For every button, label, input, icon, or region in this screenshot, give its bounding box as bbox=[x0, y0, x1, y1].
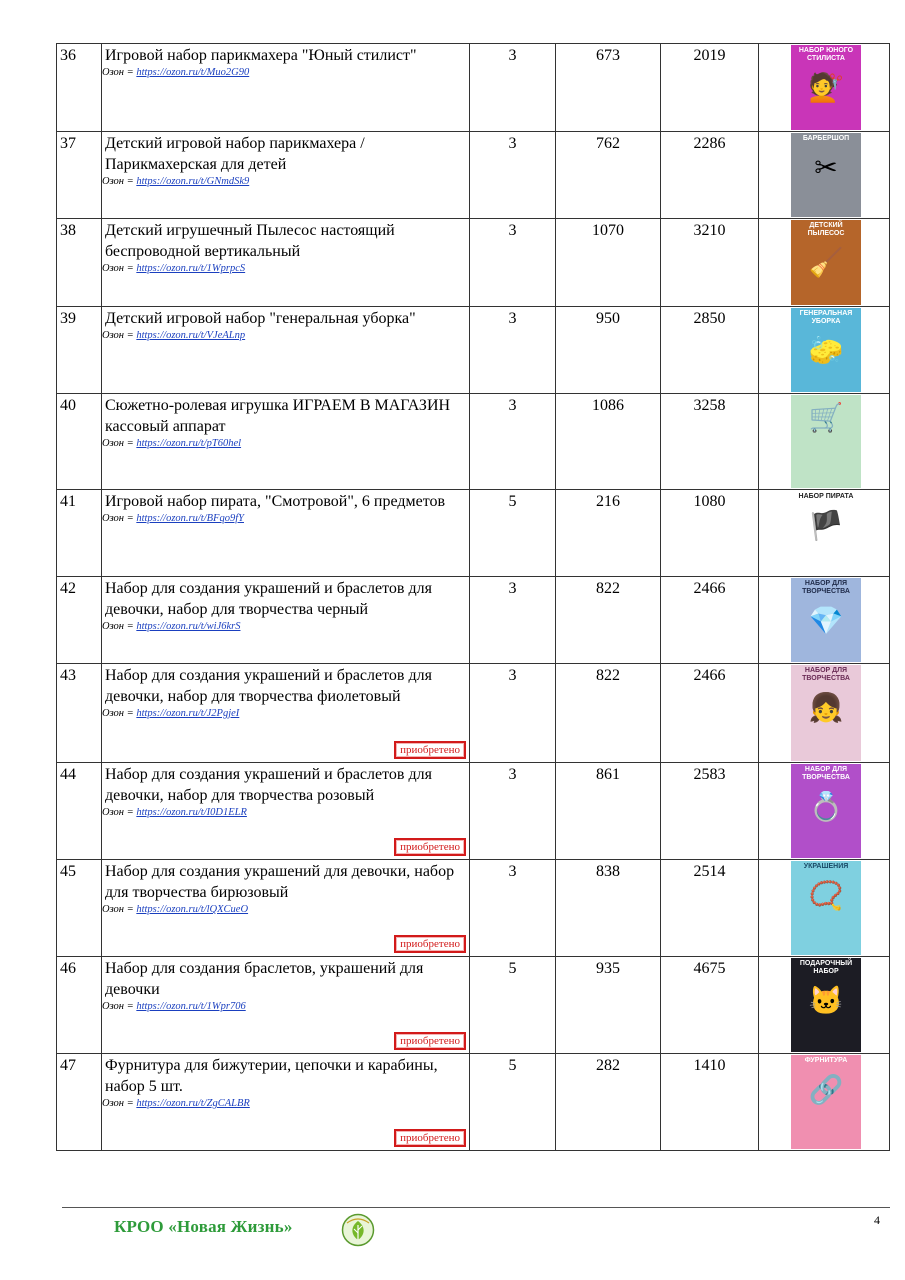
total-cell bbox=[661, 1054, 759, 1151]
product-icon: 🔗 bbox=[808, 1075, 844, 1106]
product-icon: 💇 bbox=[808, 73, 844, 104]
row-number: 40 bbox=[60, 397, 76, 414]
quantity: 3 bbox=[508, 863, 517, 880]
quantity: 3 bbox=[508, 47, 517, 64]
image-cell bbox=[759, 860, 890, 957]
row-number: 44 bbox=[60, 766, 76, 783]
item-cell bbox=[102, 1054, 470, 1151]
table-row bbox=[57, 307, 890, 394]
total-cell bbox=[661, 219, 759, 307]
product-image-caption: ФУРНИТУРА bbox=[804, 1057, 848, 1064]
row-number-cell bbox=[57, 44, 102, 132]
unit-price: 762 bbox=[596, 135, 620, 152]
quantity: 5 bbox=[508, 1057, 517, 1074]
ozon-prefix: Озон = bbox=[102, 330, 137, 341]
quantity-cell bbox=[470, 957, 556, 1054]
ozon-link-line bbox=[102, 1098, 469, 1110]
total-price: 2466 bbox=[693, 667, 726, 684]
row-number-cell bbox=[57, 490, 102, 577]
items-table bbox=[56, 43, 890, 1151]
product-icon: 💍 bbox=[808, 792, 844, 823]
ozon-link-line bbox=[102, 621, 469, 633]
product-image bbox=[791, 958, 861, 1052]
unit-price: 1070 bbox=[592, 222, 624, 239]
quantity-cell bbox=[470, 307, 556, 394]
price-cell bbox=[556, 1054, 661, 1151]
item-name: Набор для создания украшений и браслетов для девочки, набор для творчества розовый bbox=[105, 766, 432, 804]
price-cell bbox=[556, 219, 661, 307]
row-number-cell bbox=[57, 763, 102, 860]
price-cell bbox=[556, 307, 661, 394]
item-name: Сюжетно-ролевая игрушка ИГРАЕМ В МАГАЗИН кассовый аппарат bbox=[105, 397, 451, 435]
product-image bbox=[791, 491, 861, 575]
quantity-cell bbox=[470, 664, 556, 763]
ozon-prefix: Озон = bbox=[102, 176, 137, 187]
quantity: 3 bbox=[508, 222, 517, 239]
unit-price: 282 bbox=[596, 1057, 620, 1074]
ozon-prefix: Озон = bbox=[102, 1098, 137, 1109]
item-name: Детский игровой набор "генеральная уборка" bbox=[105, 310, 416, 327]
unit-price: 216 bbox=[596, 493, 620, 510]
quantity: 3 bbox=[508, 135, 517, 152]
total-cell bbox=[661, 394, 759, 490]
product-icon: 🛒 bbox=[808, 403, 844, 434]
table-row bbox=[57, 44, 890, 132]
ozon-link-line bbox=[102, 176, 469, 188]
price-cell bbox=[556, 763, 661, 860]
item-name: Игровой набор пирата, "Смотровой", 6 предметов bbox=[105, 493, 446, 510]
item-name: Набор для создания украшений для девочки, набор для творчества бирюзовый bbox=[105, 863, 455, 901]
ozon-prefix: Озон = bbox=[102, 67, 137, 78]
item-cell bbox=[102, 44, 470, 132]
row-number: 46 bbox=[60, 960, 76, 977]
ozon-prefix: Озон = bbox=[102, 807, 137, 818]
quantity-cell bbox=[470, 763, 556, 860]
price-cell bbox=[556, 132, 661, 219]
image-cell bbox=[759, 132, 890, 219]
image-cell bbox=[759, 394, 890, 490]
table-row bbox=[57, 219, 890, 307]
table-row bbox=[57, 664, 890, 763]
unit-price: 1086 bbox=[592, 397, 624, 414]
table-row bbox=[57, 957, 890, 1054]
row-number: 42 bbox=[60, 580, 76, 597]
ozon-link[interactable]: https://ozon.ru/t/I0D1ELR bbox=[136, 807, 247, 818]
total-price: 1410 bbox=[693, 1057, 726, 1074]
ozon-link[interactable]: https://ozon.ru/t/BFqo9fY bbox=[136, 513, 244, 524]
product-image-caption: ДЕТСКИЙ ПЫЛЕСОС bbox=[807, 222, 845, 237]
total-price: 2019 bbox=[693, 47, 726, 64]
table-row bbox=[57, 1054, 890, 1151]
item-cell bbox=[102, 490, 470, 577]
price-cell bbox=[556, 44, 661, 132]
total-cell bbox=[661, 860, 759, 957]
product-image-caption: НАБОР ЮНОГО СТИЛИСТА bbox=[798, 47, 854, 62]
product-image-caption: ПОДАРОЧНЫЙ НАБОР bbox=[799, 960, 853, 975]
total-cell bbox=[661, 664, 759, 763]
ozon-prefix: Озон = bbox=[102, 513, 137, 524]
item-cell bbox=[102, 219, 470, 307]
ozon-prefix: Озон = bbox=[102, 438, 137, 449]
total-price: 2466 bbox=[693, 580, 726, 597]
quantity: 3 bbox=[508, 580, 517, 597]
unit-price: 822 bbox=[596, 580, 620, 597]
ozon-link[interactable]: https://ozon.ru/t/1WprpcS bbox=[136, 263, 246, 274]
product-image-caption: НАБОР ПИРАТА bbox=[798, 493, 854, 500]
unit-price: 822 bbox=[596, 667, 620, 684]
product-image bbox=[791, 220, 861, 305]
ozon-prefix: Озон = bbox=[102, 621, 137, 632]
table-row bbox=[57, 860, 890, 957]
ozon-link[interactable]: https://ozon.ru/t/pT60hel bbox=[136, 438, 242, 449]
purchased-stamp: приобретено bbox=[394, 838, 466, 856]
row-number-cell bbox=[57, 577, 102, 664]
item-cell bbox=[102, 664, 470, 763]
table-row bbox=[57, 763, 890, 860]
ozon-link[interactable]: https://ozon.ru/t/J2PgjeI bbox=[136, 708, 240, 719]
row-number: 36 bbox=[60, 47, 76, 64]
product-image bbox=[791, 133, 861, 217]
total-cell bbox=[661, 132, 759, 219]
item-cell bbox=[102, 577, 470, 664]
table-row bbox=[57, 577, 890, 664]
product-image bbox=[791, 665, 861, 761]
row-number: 47 bbox=[60, 1057, 76, 1074]
quantity-cell bbox=[470, 577, 556, 664]
ozon-prefix: Озон = bbox=[102, 708, 137, 719]
product-icon: 🐱 bbox=[808, 986, 844, 1017]
quantity-cell bbox=[470, 132, 556, 219]
quantity-cell bbox=[470, 394, 556, 490]
ozon-link-line bbox=[102, 263, 469, 275]
item-cell bbox=[102, 860, 470, 957]
ozon-link[interactable]: https://ozon.ru/t/Muo2G90 bbox=[136, 67, 250, 78]
price-cell bbox=[556, 860, 661, 957]
unit-price: 838 bbox=[596, 863, 620, 880]
ozon-prefix: Озон = bbox=[102, 904, 137, 915]
item-name: Фурнитура для бижутерии, цепочки и карабины, набор 5 шт. bbox=[105, 1057, 438, 1095]
image-cell bbox=[759, 1054, 890, 1151]
row-number-cell bbox=[57, 219, 102, 307]
quantity-cell bbox=[470, 44, 556, 132]
item-cell bbox=[102, 307, 470, 394]
ozon-link-line bbox=[102, 438, 469, 450]
product-image bbox=[791, 764, 861, 858]
image-cell bbox=[759, 577, 890, 664]
purchased-stamp: приобретено bbox=[394, 1032, 466, 1050]
product-image bbox=[791, 45, 861, 130]
price-cell bbox=[556, 664, 661, 763]
row-number-cell bbox=[57, 394, 102, 490]
purchased-stamp: приобретено bbox=[394, 935, 466, 953]
item-cell bbox=[102, 957, 470, 1054]
product-image-caption: УКРАШЕНИЯ bbox=[803, 863, 849, 870]
total-cell bbox=[661, 577, 759, 664]
total-cell bbox=[661, 490, 759, 577]
item-name: Детский игровой набор парикмахера / Парикмахерская для детей bbox=[105, 135, 365, 173]
product-icon: 📿 bbox=[808, 881, 844, 912]
unit-price: 935 bbox=[596, 960, 620, 977]
quantity-cell bbox=[470, 860, 556, 957]
organization-name: КРОО «Новая Жизнь» bbox=[114, 1217, 293, 1236]
ozon-link-line bbox=[102, 330, 469, 342]
table-row bbox=[57, 394, 890, 490]
footer-divider bbox=[62, 1207, 890, 1208]
price-cell bbox=[556, 957, 661, 1054]
row-number-cell bbox=[57, 957, 102, 1054]
quantity: 5 bbox=[508, 960, 517, 977]
product-image bbox=[791, 395, 861, 488]
image-cell bbox=[759, 664, 890, 763]
quantity: 3 bbox=[508, 667, 517, 684]
product-image bbox=[791, 308, 861, 392]
purchased-stamp: приобретено bbox=[394, 741, 466, 759]
product-image-caption: НАБОР ДЛЯ ТВОРЧЕСТВА bbox=[802, 766, 850, 781]
row-number-cell bbox=[57, 132, 102, 219]
product-icon: 👧 bbox=[808, 693, 844, 724]
product-icon: 🧹 bbox=[808, 248, 844, 279]
product-image bbox=[791, 1055, 861, 1149]
item-name: Набор для создания браслетов, украшений для девочки bbox=[105, 960, 424, 998]
ozon-link[interactable]: https://ozon.ru/t/wiJ6krS bbox=[136, 621, 241, 632]
quantity-cell bbox=[470, 219, 556, 307]
row-number: 43 bbox=[60, 667, 76, 684]
ozon-link-line bbox=[102, 904, 469, 916]
product-image-caption: БАРБЕРШОП bbox=[802, 135, 850, 142]
row-number-cell bbox=[57, 664, 102, 763]
table-row bbox=[57, 490, 890, 577]
quantity: 5 bbox=[508, 493, 517, 510]
ozon-link[interactable]: https://ozon.ru/t/VJeALnp bbox=[136, 330, 246, 341]
total-price: 1080 bbox=[693, 493, 726, 510]
row-number-cell bbox=[57, 307, 102, 394]
total-price: 3258 bbox=[693, 397, 726, 414]
ozon-link-line bbox=[102, 1001, 469, 1013]
total-price: 3210 bbox=[693, 222, 726, 239]
item-cell bbox=[102, 394, 470, 490]
row-number: 39 bbox=[60, 310, 76, 327]
image-cell bbox=[759, 763, 890, 860]
product-icon: ✂ bbox=[814, 153, 838, 184]
item-name: Набор для создания украшений и браслетов для девочки, набор для творчества фиолетовый bbox=[105, 667, 432, 705]
total-price: 4675 bbox=[693, 960, 726, 977]
row-number: 41 bbox=[60, 493, 76, 510]
product-image-caption: НАБОР ДЛЯ ТВОРЧЕСТВА bbox=[802, 580, 850, 595]
unit-price: 950 bbox=[596, 310, 620, 327]
quantity-cell bbox=[470, 1054, 556, 1151]
ozon-link[interactable]: https://ozon.ru/t/lQXCueO bbox=[136, 904, 249, 915]
image-cell bbox=[759, 490, 890, 577]
quantity: 3 bbox=[508, 397, 517, 414]
item-name: Детский игрушечный Пылесос настоящий беспроводной вертикальный bbox=[105, 222, 395, 260]
organization-logo-icon bbox=[341, 1213, 375, 1247]
product-image bbox=[791, 861, 861, 955]
row-number: 37 bbox=[60, 135, 76, 152]
total-cell bbox=[661, 957, 759, 1054]
product-icon: 🧽 bbox=[808, 336, 844, 367]
price-cell bbox=[556, 577, 661, 664]
ozon-prefix: Озон = bbox=[102, 1001, 137, 1012]
product-image-caption: НАБОР ДЛЯ ТВОРЧЕСТВА bbox=[802, 667, 850, 682]
quantity-cell bbox=[470, 490, 556, 577]
image-cell bbox=[759, 44, 890, 132]
unit-price: 673 bbox=[596, 47, 620, 64]
ozon-link-line bbox=[102, 513, 469, 525]
ozon-link-line bbox=[102, 67, 469, 79]
item-cell bbox=[102, 132, 470, 219]
table-row bbox=[57, 132, 890, 219]
item-name: Игровой набор парикмахера "Юный стилист" bbox=[105, 47, 417, 64]
row-number: 45 bbox=[60, 863, 76, 880]
ozon-link-line bbox=[102, 807, 469, 819]
image-cell bbox=[759, 307, 890, 394]
total-price: 2514 bbox=[693, 863, 726, 880]
product-image-caption: ГЕНЕРАЛЬНАЯ УБОРКА bbox=[799, 310, 853, 325]
product-icon: 💎 bbox=[808, 606, 844, 637]
ozon-link-line bbox=[102, 708, 469, 720]
quantity: 3 bbox=[508, 310, 517, 327]
ozon-link[interactable]: https://ozon.ru/t/ZgCALBR bbox=[136, 1098, 250, 1109]
row-number: 38 bbox=[60, 222, 76, 239]
total-cell bbox=[661, 307, 759, 394]
ozon-link[interactable]: https://ozon.ru/t/1Wpr706 bbox=[136, 1001, 246, 1012]
total-price: 2583 bbox=[693, 766, 726, 783]
image-cell bbox=[759, 219, 890, 307]
total-cell bbox=[661, 44, 759, 132]
product-icon: 🏴 bbox=[808, 511, 844, 542]
ozon-prefix: Озон = bbox=[102, 263, 137, 274]
product-image bbox=[791, 578, 861, 662]
ozon-link[interactable]: https://ozon.ru/t/GNmdSk9 bbox=[136, 176, 250, 187]
row-number-cell bbox=[57, 1054, 102, 1151]
quantity: 3 bbox=[508, 766, 517, 783]
item-name: Набор для создания украшений и браслетов для девочки, набор для творчества черный bbox=[105, 580, 432, 618]
total-cell bbox=[661, 763, 759, 860]
page-number: 4 bbox=[874, 1213, 880, 1227]
price-cell bbox=[556, 394, 661, 490]
total-price: 2286 bbox=[693, 135, 726, 152]
row-number-cell bbox=[57, 860, 102, 957]
item-cell bbox=[102, 763, 470, 860]
total-price: 2850 bbox=[693, 310, 726, 327]
image-cell bbox=[759, 957, 890, 1054]
price-cell bbox=[556, 490, 661, 577]
purchased-stamp: приобретено bbox=[394, 1129, 466, 1147]
unit-price: 861 bbox=[596, 766, 620, 783]
